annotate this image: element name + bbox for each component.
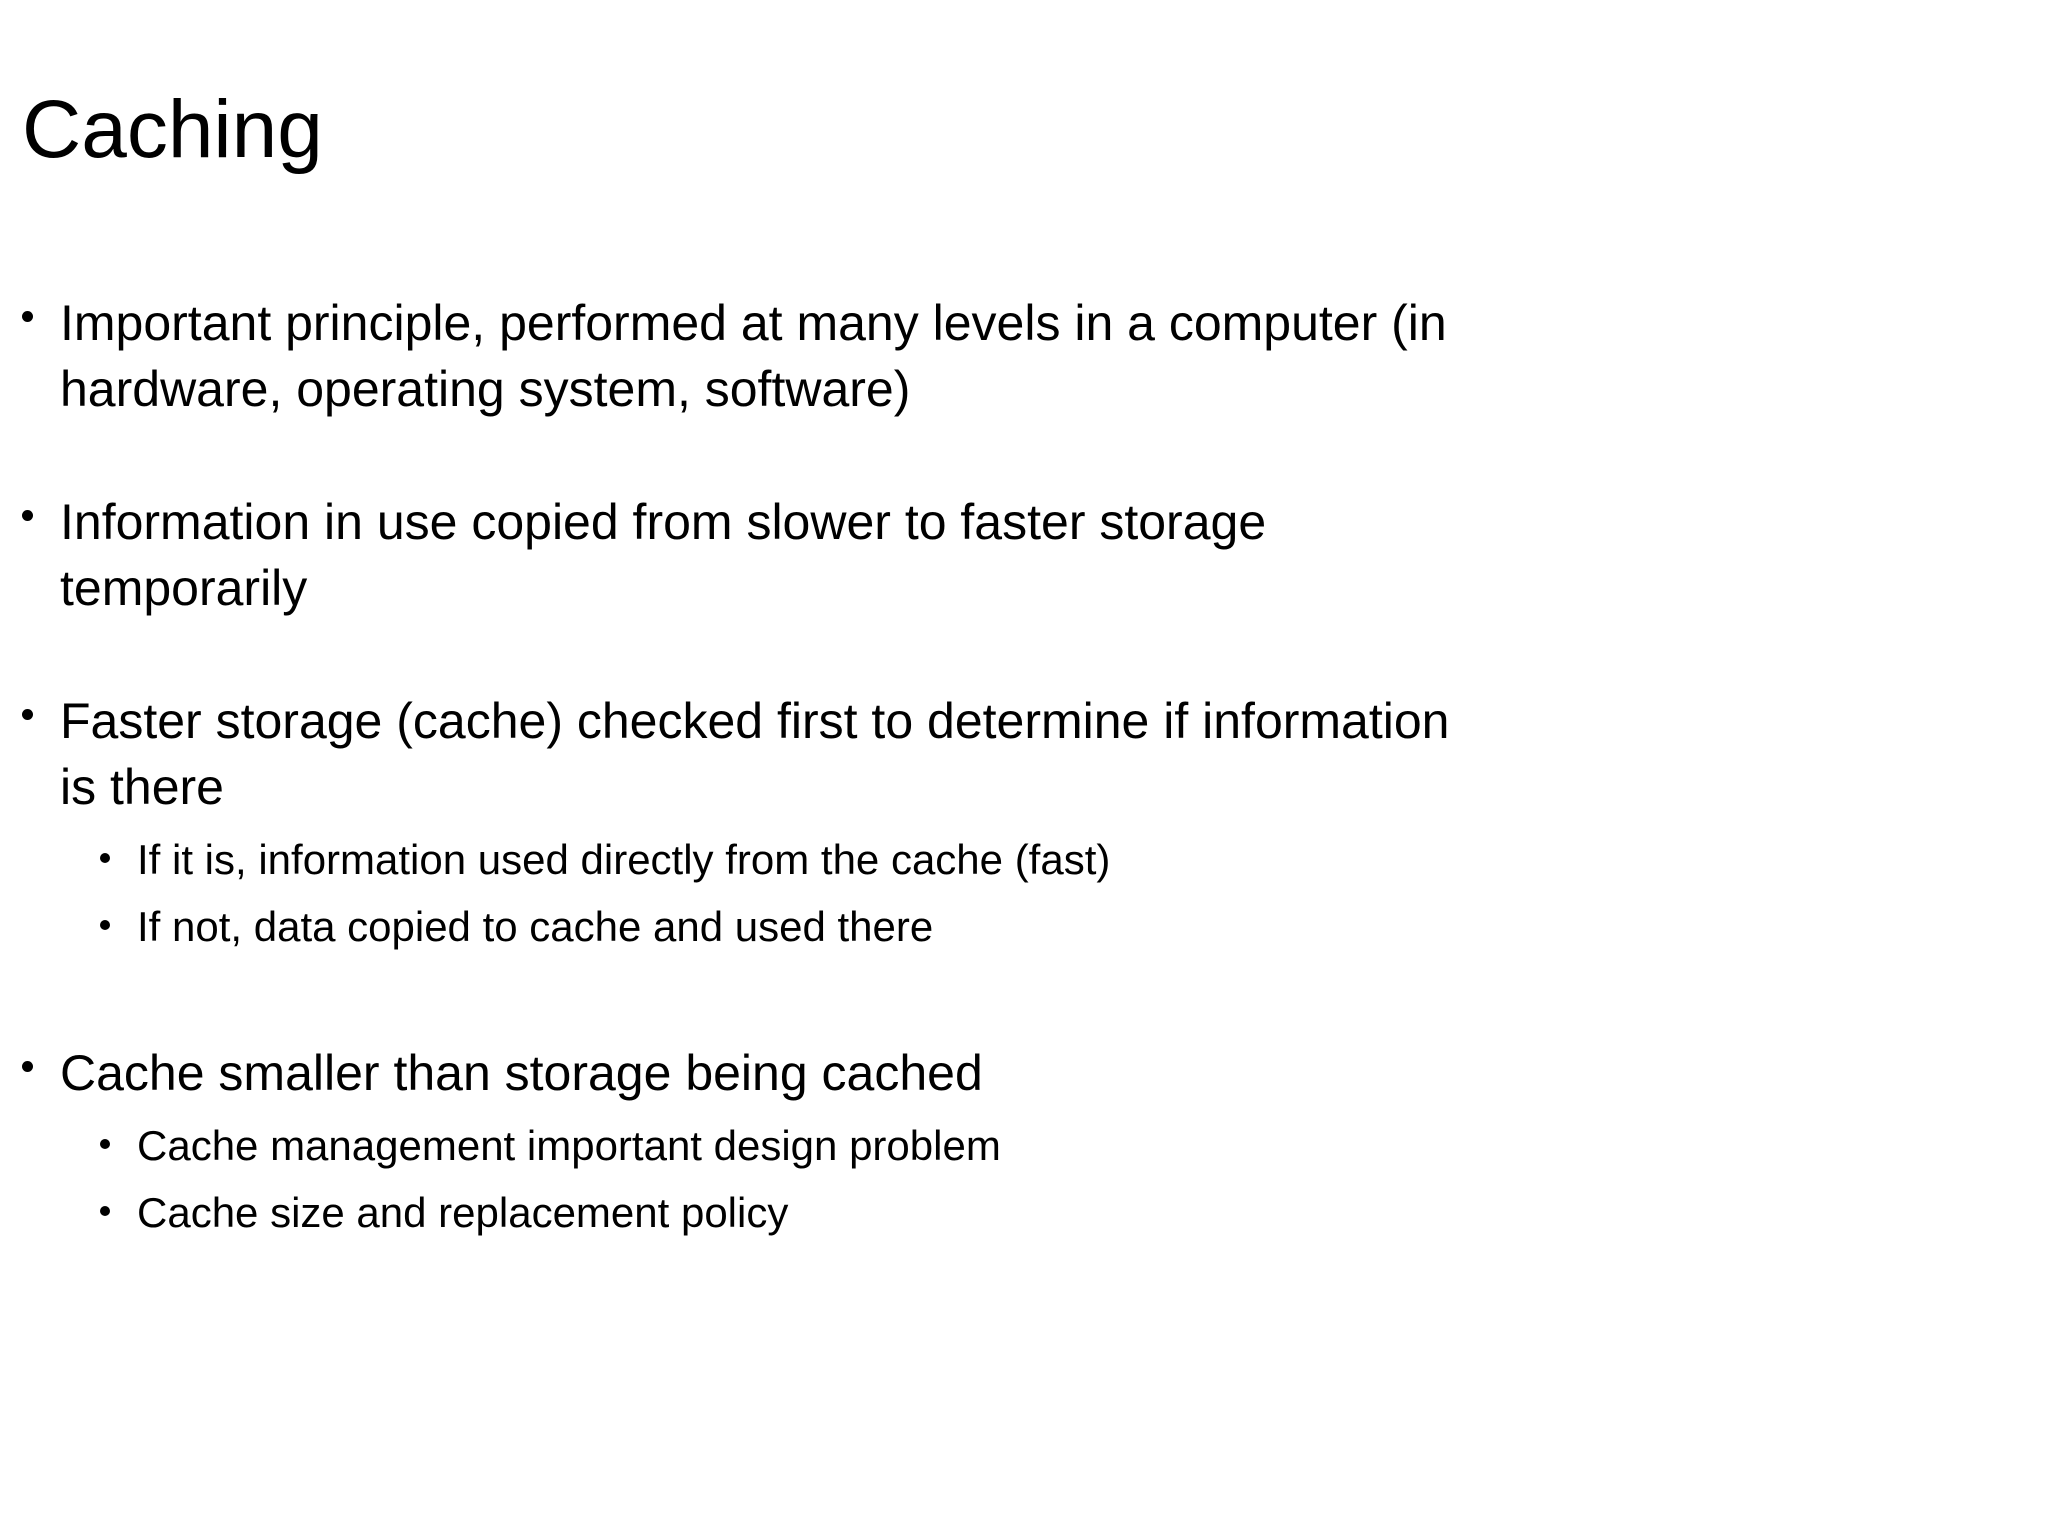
bullet-line-2: temporarily <box>60 560 308 616</box>
sub-bullet-text: Cache size and replacement policy <box>137 1189 789 1236</box>
bullet-text: Cache smaller than storage being cached <box>60 1045 983 1101</box>
sub-bullet-dot-icon <box>100 920 110 930</box>
sub-bullet-dot-icon <box>100 1139 110 1149</box>
bullet-dot-icon <box>22 510 33 521</box>
bullet-line-1: Faster storage (cache) checked first to determine if information <box>60 693 1450 749</box>
bullet-line-1: Important principle, performed at many levels in a computer (in <box>60 295 1447 351</box>
slide-title: Caching <box>22 84 323 175</box>
bullet-text <box>60 290 1640 422</box>
sub-bullet-text: Cache management important design problem <box>137 1122 1001 1169</box>
bullet-dot-icon <box>22 1061 33 1072</box>
bullet-line-1: Information in use copied from slower to faster storage <box>60 494 1267 550</box>
bullet-text <box>60 489 1640 621</box>
sub-bullet-dot-icon <box>100 853 110 863</box>
sub-bullet-dot-icon <box>100 1206 110 1216</box>
sub-bullet-text: If not, data copied to cache and used there <box>137 903 934 950</box>
bullet-dot-icon <box>22 709 33 720</box>
sub-bullet-text: If it is, information used directly from the cache (fast) <box>137 836 1111 883</box>
bullet-dot-icon <box>22 311 33 322</box>
bullet-line-2: hardware, operating system, software) <box>60 361 911 417</box>
bullet-line-2: is there <box>60 759 224 815</box>
bullet-text <box>60 688 1640 820</box>
